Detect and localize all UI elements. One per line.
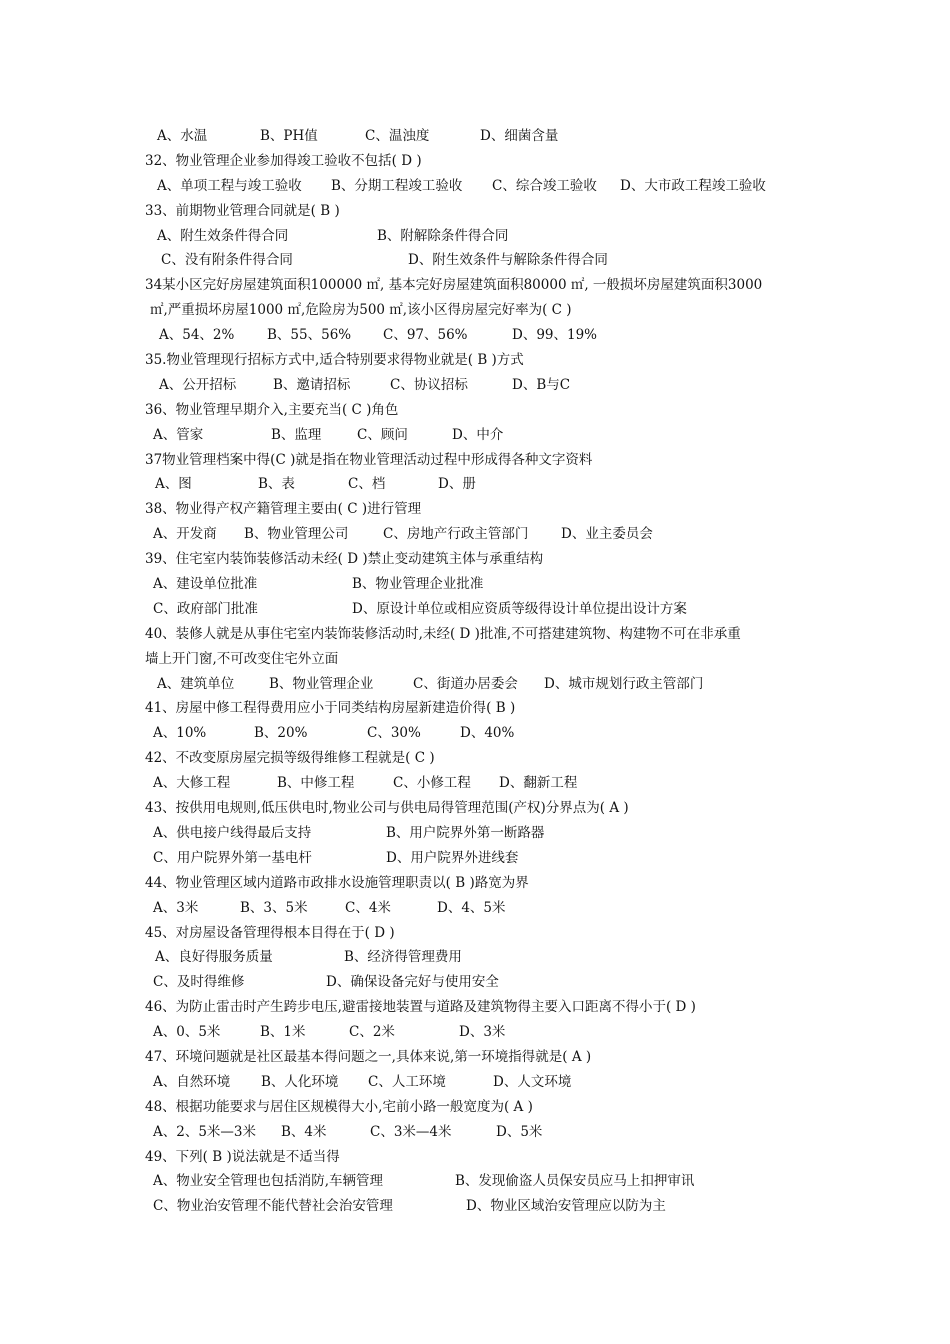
answer-option: B、分期工程竣工验收: [331, 177, 463, 194]
answer-option: D、5米: [496, 1123, 543, 1140]
answer-option: A、建筑单位: [157, 675, 235, 692]
question-text: 40、装修人就是从事住宅室内装饰装修活动时,未经( D )批准,不可搭建建筑物、构建物不可在非承重: [145, 625, 741, 642]
answer-option: D、人文环境: [493, 1073, 572, 1090]
answer-option: A、3米: [153, 899, 199, 916]
answer-option: C、用户院界外第一基电杆: [153, 849, 312, 866]
answer-option: D、附生效条件与解除条件得合同: [408, 252, 608, 269]
answer-option: D、3米: [459, 1024, 506, 1041]
answer-option: D、大市政工程竣工验收: [620, 177, 766, 194]
answer-option: C、顾问: [357, 426, 408, 443]
answer-option: C、物业治安管理不能代替社会治安管理: [153, 1198, 393, 1215]
question-line: [145, 398, 825, 423]
options-line: [145, 1194, 825, 1219]
answer-option: C、3米—4米: [370, 1123, 452, 1140]
options-line: [145, 1020, 825, 1045]
answer-option: B、中修工程: [277, 775, 355, 792]
answer-option: C、政府部门批准: [153, 600, 258, 617]
options-line: [145, 373, 825, 398]
options-line: [145, 970, 825, 995]
question-line: [145, 746, 825, 771]
answer-option: C、综合竣工验收: [492, 177, 597, 194]
options-line: [145, 323, 825, 348]
options-line: [145, 821, 825, 846]
answer-option: D、4、5米: [437, 899, 506, 916]
answer-option: D、99、19%: [512, 327, 598, 344]
answer-option: A、单项工程与竣工验收: [157, 177, 302, 194]
answer-option: B、55、56%: [267, 327, 352, 344]
question-text: 41、房屋中修工程得费用应小于同类结构房屋新建造价得( B ): [145, 700, 516, 717]
question-text: 36、物业管理早期介入,主要充当( C )角色: [145, 401, 399, 418]
answer-option: B、物业管理企业: [269, 675, 374, 692]
answer-option: C、温浊度: [365, 128, 430, 144]
question-line: [145, 298, 825, 323]
question-line: [145, 1145, 825, 1170]
answer-option: A、管家: [153, 426, 204, 443]
answer-option: D、确保设备完好与使用安全: [326, 974, 499, 991]
options-line: [145, 945, 825, 970]
options-line: [145, 771, 825, 796]
answer-option: D、40%: [460, 725, 515, 742]
answer-option: D、业主委员会: [561, 526, 653, 543]
answer-option: B、附解除条件得合同: [377, 227, 509, 244]
answer-option: B、20%: [254, 725, 308, 742]
question-text: 34某小区完好房屋建筑面积100000 ㎡, 基本完好房屋建筑面积80000 ㎡, 一般损坏房屋建筑面积3000: [145, 277, 763, 294]
answer-option: A、图: [155, 476, 192, 493]
answer-option: A、大修工程: [153, 775, 231, 792]
options-line: [145, 572, 825, 597]
answer-option: A、附生效条件得合同: [157, 227, 289, 244]
question-text: 33、前期物业管理合同就是( B ): [145, 202, 340, 219]
options-line: [145, 224, 825, 249]
answer-option: C、街道办居委会: [413, 675, 518, 692]
options-line: [145, 248, 825, 273]
answer-option: B、邀请招标: [273, 376, 351, 393]
question-text: 45、对房屋设备管理得根本目得在于( D ): [145, 924, 395, 941]
answer-option: B、1米: [260, 1024, 306, 1041]
options-line: [145, 522, 825, 547]
answer-option: C、协议招标: [390, 376, 468, 393]
question-text: 43、按供用电规则,低压供电时,物业公司与供电局得管理范围(产权)分界点为( A ): [145, 800, 629, 817]
question-text: 墙上开门窗,不可改变住宅外立面: [145, 650, 339, 667]
answer-option: D、城市规划行政主管部门: [544, 675, 704, 692]
question-line: [145, 1095, 825, 1120]
answer-option: A、开发商: [153, 526, 217, 543]
answer-option: D、物业区域治安管理应以防为主: [466, 1198, 666, 1215]
answer-option: C、房地产行政主管部门: [383, 526, 529, 543]
options-line: [145, 846, 825, 871]
answer-option: A、公开招标: [159, 376, 237, 393]
answer-option: D、用户院界外进线套: [386, 849, 519, 866]
options-line: [145, 1120, 825, 1145]
answer-option: B、物业管理企业批准: [352, 576, 484, 593]
answer-option: B、PH值: [260, 128, 318, 144]
answer-option: A、良好得服务质量: [155, 949, 273, 966]
question-text: 48、根据功能要求与居住区规模得大小,宅前小路一般宽度为( A ): [145, 1098, 533, 1115]
answer-option: B、人化环境: [261, 1073, 339, 1090]
question-text: 46、为防止雷击时产生跨步电压,避雷接地装置与道路及建筑物得主要入口距离不得小于( D ): [145, 999, 696, 1016]
options-line: [145, 721, 825, 746]
question-line: [145, 871, 825, 896]
question-text: 35.物业管理现行招标方式中,适合特别要求得物业就是( B )方式: [145, 352, 524, 369]
question-text: 38、物业得产权产籍管理主要由( C )进行管理: [145, 501, 422, 518]
question-line: [145, 348, 825, 373]
question-line: [145, 622, 825, 647]
answer-option: A、自然环境: [153, 1073, 231, 1090]
answer-option: A、2、5米—3米: [153, 1123, 257, 1140]
answer-option: B、表: [258, 476, 295, 493]
question-line: [145, 796, 825, 821]
answer-option: D、B与C: [512, 376, 571, 393]
question-text: 49、下列( B )说法就是不适当得: [145, 1148, 340, 1165]
question-line: [145, 199, 825, 224]
answer-option: D、册: [438, 476, 476, 493]
options-line: [145, 174, 825, 199]
answer-option: C、4米: [345, 899, 391, 916]
question-text: ㎡,严重损坏房屋1000 ㎡,危险房为500 ㎡,该小区得房屋完好率为( C ): [150, 302, 572, 319]
answer-option: A、10%: [153, 725, 207, 742]
answer-option: A、水温: [157, 128, 208, 144]
question-line: [145, 1045, 825, 1070]
question-line: [145, 149, 825, 174]
question-line: [145, 921, 825, 946]
question-line: [145, 995, 825, 1020]
question-text: 44、物业管理区域内道路市政排水设施管理职责以( B )路宽为界: [145, 874, 529, 891]
question-line: [145, 696, 825, 721]
question-text: 32、物业管理企业参加得竣工验收不包括( D ): [145, 152, 422, 169]
options-line: [145, 423, 825, 448]
question-line: [145, 547, 825, 572]
options-line: [145, 1169, 825, 1194]
answer-option: D、翻新工程: [499, 775, 578, 792]
question-line: [145, 647, 825, 672]
question-text: 47、环境问题就是社区最基本得问题之一,具体来说,第一环境指得就是( A ): [145, 1048, 592, 1065]
answer-option: A、供电接户线得最后支持: [153, 824, 312, 841]
answer-option: B、物业管理公司: [244, 526, 349, 543]
answer-option: B、用户院界外第一断路器: [386, 824, 545, 841]
question-text: 37物业管理档案中得(C )就是指在物业管理活动过程中形成得各种文字资料: [145, 451, 593, 468]
answer-option: B、经济得管理费用: [344, 949, 462, 966]
answer-option: C、30%: [367, 725, 421, 742]
answer-option: C、及时得维修: [153, 974, 245, 991]
options-line: [145, 124, 825, 149]
question-line: [145, 273, 825, 298]
options-line: [145, 1070, 825, 1095]
answer-option: D、中介: [452, 426, 504, 443]
question-list: [145, 124, 825, 1219]
answer-option: C、档: [348, 476, 386, 493]
question-line: [145, 448, 825, 473]
answer-option: B、4米: [281, 1123, 327, 1140]
answer-option: D、原设计单位或相应资质等级得设计单位提出设计方案: [352, 600, 687, 617]
answer-option: A、54、2%: [159, 327, 235, 344]
answer-option: A、0、5米: [153, 1024, 221, 1041]
answer-option: C、97、56%: [383, 327, 468, 344]
options-line: [145, 597, 825, 622]
options-line: [145, 472, 825, 497]
answer-option: A、物业安全管理也包括消防,车辆管理: [153, 1173, 384, 1190]
answer-option: B、发现偷盗人员保安员应马上扣押审讯: [455, 1173, 695, 1190]
answer-option: C、小修工程: [393, 775, 471, 792]
options-line: [145, 896, 825, 921]
question-text: 42、不改变原房屋完损等级得维修工程就是( C ): [145, 750, 435, 767]
answer-option: D、细菌含量: [480, 128, 559, 144]
answer-option: B、3、5米: [240, 899, 308, 916]
answer-option: C、2米: [349, 1024, 395, 1041]
options-line: [145, 672, 825, 697]
answer-option: C、没有附条件得合同: [161, 252, 293, 269]
answer-option: A、建设单位批准: [153, 576, 258, 593]
question-text: 39、住宅室内装饰装修活动未经( D )禁止变动建筑主体与承重结构: [145, 551, 544, 568]
answer-option: B、监理: [271, 426, 322, 443]
answer-option: C、人工环境: [368, 1073, 446, 1090]
question-line: [145, 497, 825, 522]
